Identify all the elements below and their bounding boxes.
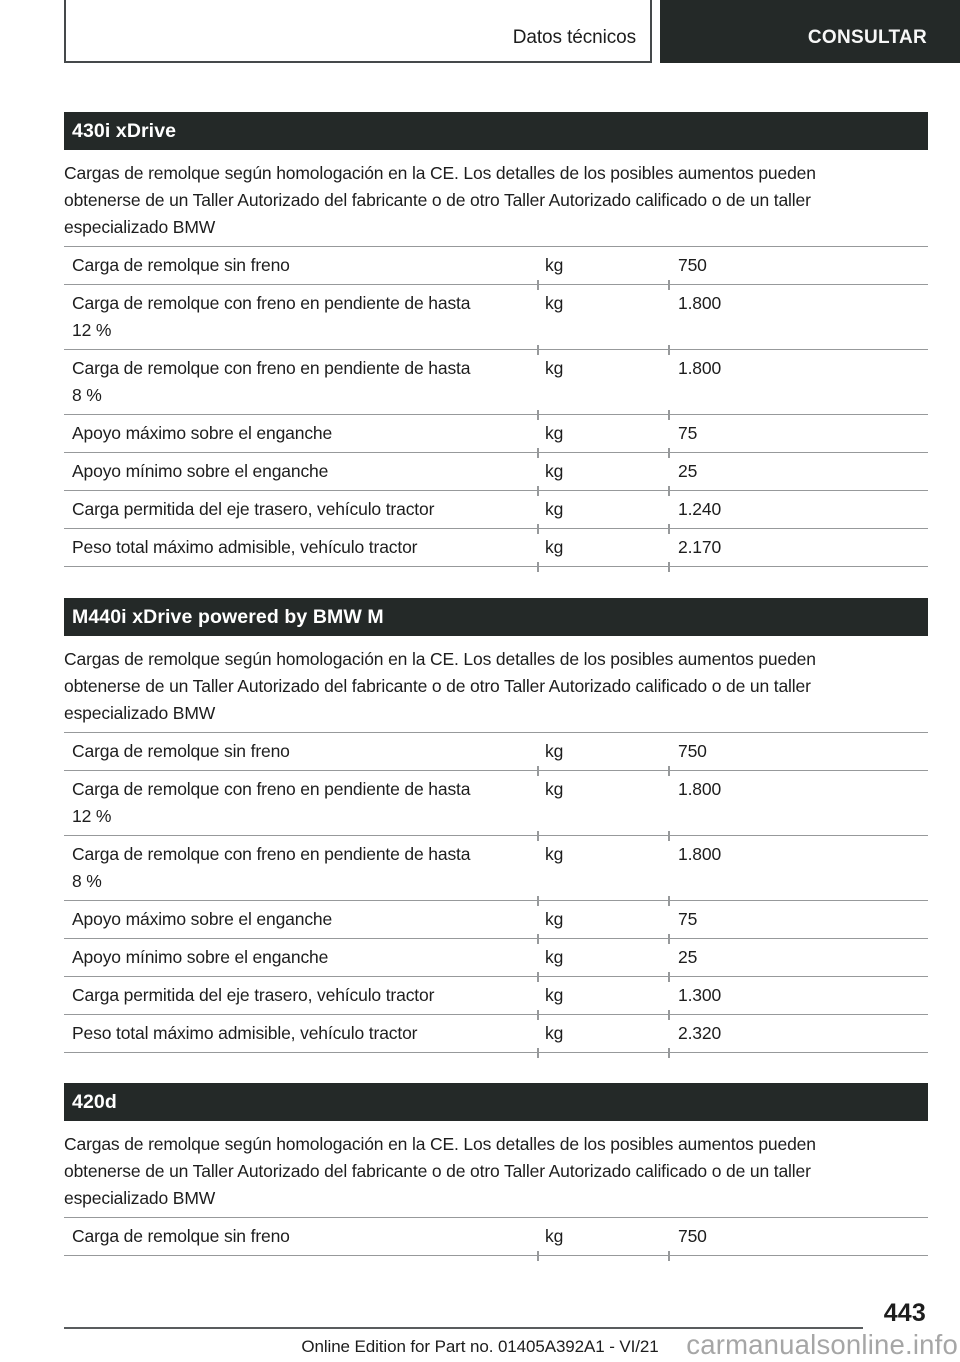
- row-value: 1.800: [678, 844, 722, 864]
- table-row: [64, 1015, 928, 1053]
- table-row: [64, 285, 928, 350]
- row-label-line: Apoyo mínimo sobre el enganche: [72, 947, 329, 967]
- row-value: 2.320: [678, 1023, 722, 1043]
- row-unit: kg: [545, 779, 564, 799]
- row-value: 750: [678, 1226, 707, 1246]
- row-unit: kg: [545, 461, 564, 481]
- row-label-line: Carga de remolque sin freno: [72, 1226, 290, 1246]
- row-label-line: Apoyo máximo sobre el enganche: [72, 909, 333, 929]
- row-label-line: Peso total máximo admisible, vehículo tractor: [72, 537, 418, 557]
- table-row: [64, 901, 928, 939]
- row-label: [64, 906, 537, 933]
- row-value: 1.300: [678, 985, 722, 1005]
- section-title: M440i xDrive powered by BMW M: [72, 605, 384, 628]
- row-unit: kg: [545, 909, 564, 929]
- row-label-line: Carga de remolque con freno en pendiente de hasta: [72, 293, 471, 313]
- row-unit: kg: [545, 1226, 564, 1246]
- row-unit: kg: [545, 293, 564, 313]
- row-label: [64, 1020, 537, 1047]
- table-row: [64, 529, 928, 567]
- intro-line: especializado BMW: [64, 703, 216, 723]
- row-label-line: 12 %: [72, 806, 112, 826]
- section-title: 430i xDrive: [72, 119, 177, 142]
- row-unit: kg: [545, 741, 564, 761]
- intro-line: Cargas de remolque según homologación en la CE. Los detalles de los posibles aumentos pueden: [64, 1134, 816, 1154]
- row-label: [64, 841, 537, 895]
- row-label: [64, 290, 537, 344]
- row-label-line: Peso total máximo admisible, vehículo tractor: [72, 1023, 418, 1043]
- row-unit: kg: [545, 985, 564, 1005]
- row-unit: kg: [545, 423, 564, 443]
- row-label-line: Carga de remolque con freno en pendiente de hasta: [72, 844, 471, 864]
- row-value: 25: [678, 461, 698, 481]
- table-row: [64, 836, 928, 901]
- row-label: [64, 420, 537, 447]
- row-value: 750: [678, 741, 707, 761]
- page-content: [64, 112, 928, 1256]
- row-label-line: Apoyo máximo sobre el enganche: [72, 423, 333, 443]
- spec-table-m440i: [64, 732, 928, 1053]
- row-unit: kg: [545, 255, 564, 275]
- row-label: [64, 534, 537, 561]
- row-label: [64, 1223, 537, 1250]
- row-unit: kg: [545, 844, 564, 864]
- row-value: 25: [678, 947, 698, 967]
- row-value: 1.800: [678, 293, 722, 313]
- intro-line: especializado BMW: [64, 1188, 216, 1208]
- intro-paragraph: [64, 160, 928, 241]
- row-value: 1.800: [678, 779, 722, 799]
- row-label: [64, 738, 537, 765]
- row-label-line: Carga de remolque con freno en pendiente de hasta: [72, 779, 471, 799]
- table-row: [64, 453, 928, 491]
- row-value: 2.170: [678, 537, 722, 557]
- row-label-line: 8 %: [72, 385, 102, 405]
- row-label: [64, 496, 537, 523]
- section-title-bar-430i: [64, 112, 928, 150]
- section-title-bar-m440i: [64, 598, 928, 636]
- intro-line: Cargas de remolque según homologación en la CE. Los detalles de los posibles aumentos pueden: [64, 163, 816, 183]
- intro-paragraph: [64, 1131, 928, 1212]
- row-value: 1.800: [678, 358, 722, 378]
- watermark: carmanualsonline.info: [686, 1329, 958, 1360]
- row-unit: kg: [545, 499, 564, 519]
- chapter-tab[interactable]: [64, 0, 652, 63]
- row-unit: kg: [545, 947, 564, 967]
- row-unit: kg: [545, 537, 564, 557]
- intro-line: obtenerse de un Taller Autorizado del fabricante o de otro Taller Autorizado calificado o de un taller: [64, 1161, 811, 1181]
- row-value: 75: [678, 423, 698, 443]
- row-label-line: Carga permitida del eje trasero, vehículo tractor: [72, 985, 435, 1005]
- row-label: [64, 776, 537, 830]
- intro-line: Cargas de remolque según homologación en la CE. Los detalles de los posibles aumentos pueden: [64, 649, 816, 669]
- intro-line: obtenerse de un Taller Autorizado del fabricante o de otro Taller Autorizado calificado o de un taller: [64, 676, 811, 696]
- row-label-line: Apoyo mínimo sobre el enganche: [72, 461, 329, 481]
- intro-line: obtenerse de un Taller Autorizado del fabricante o de otro Taller Autorizado calificado o de un taller: [64, 190, 811, 210]
- edition-note: Online Edition for Part no. 01405A392A1 - VI/21: [301, 1337, 659, 1356]
- page-number: 443: [883, 1299, 926, 1327]
- consult-button-label: CONSULTAR: [807, 27, 927, 48]
- row-value: 75: [678, 909, 698, 929]
- table-row: [64, 491, 928, 529]
- row-label-line: 8 %: [72, 871, 102, 891]
- table-row: [64, 1218, 928, 1256]
- table-row: [64, 771, 928, 836]
- section-title-bar-420d: [64, 1083, 928, 1121]
- row-label-line: Carga de remolque sin freno: [72, 741, 290, 761]
- row-label-line: 12 %: [72, 320, 112, 340]
- row-label: [64, 982, 537, 1009]
- table-row: [64, 733, 928, 771]
- table-row: [64, 350, 928, 415]
- table-row: [64, 247, 928, 285]
- row-value: 750: [678, 255, 707, 275]
- consult-button[interactable]: [660, 0, 960, 63]
- table-row: [64, 977, 928, 1015]
- row-label-line: Carga permitida del eje trasero, vehículo tractor: [72, 499, 435, 519]
- intro-paragraph: [64, 646, 928, 727]
- row-label: [64, 252, 537, 279]
- intro-line: especializado BMW: [64, 217, 216, 237]
- row-label: [64, 944, 537, 971]
- chapter-tab-label: Datos técnicos: [512, 27, 636, 48]
- row-label-line: Carga de remolque sin freno: [72, 255, 290, 275]
- row-unit: kg: [545, 358, 564, 378]
- row-label: [64, 355, 537, 409]
- spec-table-420d: [64, 1217, 928, 1256]
- table-row: [64, 939, 928, 977]
- row-unit: kg: [545, 1023, 564, 1043]
- table-row: [64, 415, 928, 453]
- row-label: [64, 458, 537, 485]
- section-title: 420d: [72, 1090, 117, 1113]
- row-value: 1.240: [678, 499, 722, 519]
- row-label-line: Carga de remolque con freno en pendiente de hasta: [72, 358, 471, 378]
- spec-table-430i: [64, 246, 928, 567]
